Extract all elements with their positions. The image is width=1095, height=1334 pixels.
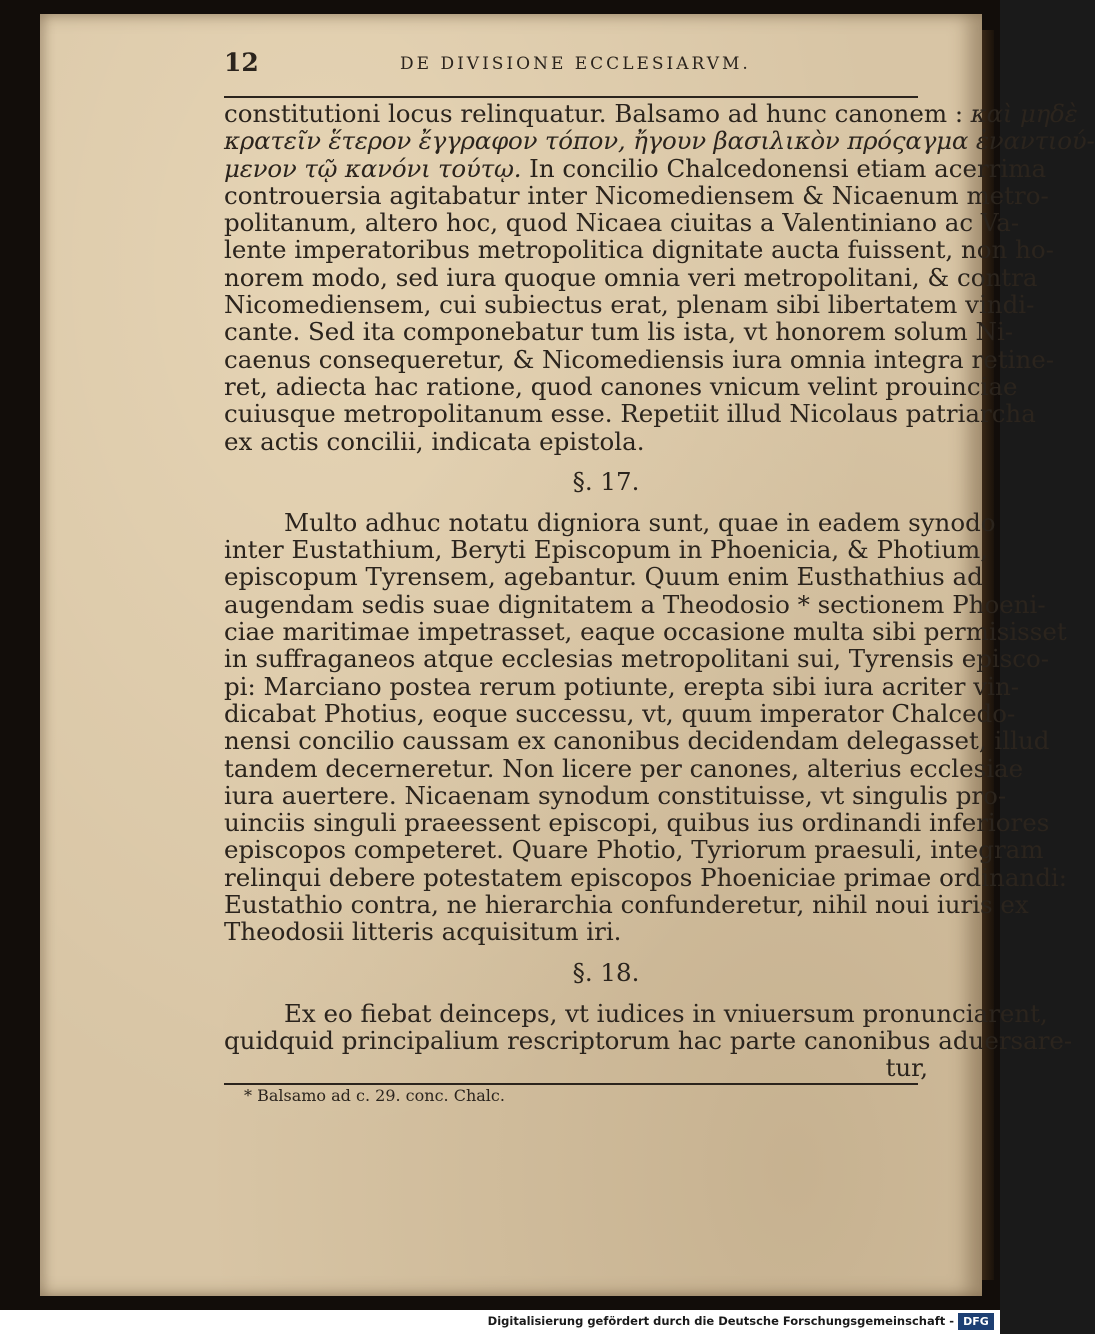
digitization-footer (0, 1310, 1000, 1334)
latin-text: lente imperatoribus metropolitica dignitate aucta fuissent, non ho- (224, 235, 1054, 265)
text-line (224, 589, 1046, 619)
text-line (224, 153, 1047, 183)
header-rule (224, 96, 918, 98)
text-line (224, 99, 1078, 128)
section-heading-18: §. 18. (572, 957, 640, 987)
text-line (224, 671, 1020, 701)
latin-text: Theodosii litteris acquisitum iri. (224, 917, 622, 947)
text-line (224, 1025, 1073, 1055)
latin-text: Nicomediensem, cui subiectus erat, plenam sibi libertatem vindi- (224, 290, 1035, 320)
paragraph-section-17 (224, 507, 1067, 947)
body-text (224, 99, 1095, 1083)
latin-text: augendam sedis suae dignitatem a Theodosio * sectionem Phoeni- (224, 589, 1046, 619)
latin-text: iura auertere. Nicaenam synodum constituisse, vt singulis pro- (224, 780, 1007, 810)
text-line (224, 399, 1036, 429)
text-line (224, 698, 1016, 728)
latin-text: quidquid principalium rescriptorum hac parte canonibus aduersare- (224, 1025, 1073, 1055)
greek-text: καὶ μηδὲ (963, 99, 1078, 128)
text-line (224, 862, 1067, 892)
latin-text: ciae maritimae impetrasset, eaque occasione multa sibi permisisset (224, 617, 1067, 647)
text-line (224, 644, 1050, 674)
greek-text: κρατεῖν ἕτερον ἔγγραφον τόπον, ἤγουν βασιλικὸν πρόςαγμα ἐναντιού- (224, 126, 1095, 156)
text-line (224, 535, 989, 565)
latin-text: cante. Sed ita componebatur tum lis ista, vt honorem solum Ni- (224, 317, 1014, 347)
latin-text: uinciis singuli praeessent episcopi, quibus ius ordinandi inferiores (224, 808, 1050, 838)
latin-text: constitutioni locus relinquatur. Balsamo ad hunc canonem : (224, 99, 964, 128)
latin-text: in suffraganeos atque ecclesias metropolitani sui, Tyrensis episco- (224, 644, 1050, 674)
text-line (224, 317, 1014, 347)
latin-text: inter Eustathium, Beryti Episcopum in Phoenicia, & Photium, (224, 535, 989, 565)
text-line (224, 617, 1067, 647)
latin-text: cuiusque metropolitanum esse. Repetiit illud Nicolaus patriarcha (224, 399, 1036, 429)
text-line (224, 890, 1029, 920)
section-heading-17: §. 17. (572, 466, 640, 496)
latin-text: politanum, altero hoc, quod Nicaea ciuitas a Valentiniano ac Va- (224, 208, 1020, 238)
text-line (224, 998, 1048, 1028)
latin-text: In concilio Chalcedonensi etiam acerrima (521, 153, 1047, 183)
text-line (224, 344, 1055, 374)
latin-text: caenus consequeretur, & Nicomediensis iura omnia integra retine- (224, 344, 1055, 374)
text-line (224, 562, 983, 592)
dfg-logo: DFG (958, 1313, 994, 1330)
text-line (224, 918, 928, 945)
text-line (224, 428, 928, 455)
running-title: DE DIVISIONE ECCLESIARVM. (400, 54, 751, 74)
page-number: 12 (224, 48, 259, 77)
text-line (224, 262, 1038, 292)
latin-text: controuersia agitabatur inter Nicomediensem & Nicaenum metro- (224, 180, 1049, 210)
latin-text: nensi concilio caussam ex canonibus decidendam delegasset, illud (224, 726, 1050, 756)
text-line (224, 290, 1035, 320)
text-line (224, 780, 1007, 810)
latin-text: episcopos competeret. Quare Photio, Tyriorum praesuli, integram (224, 835, 1044, 865)
latin-text: Eustathio contra, ne hierarchia confunderetur, nihil noui iuris ex (224, 890, 1029, 920)
text-line (224, 371, 1018, 401)
text-line (224, 235, 1054, 265)
latin-text: ex actis concilii, indicata epistola. (224, 426, 645, 456)
latin-text: Ex eo fiebat deinceps, vt iudices in vniuersum pronunciarent, (284, 998, 1048, 1028)
funding-notice: Digitalisierung gefördert durch die Deutsche Forschungsgemeinschaft - (487, 1314, 954, 1328)
latin-text: Multo adhuc notatu digniora sunt, quae in eadem synodo (284, 507, 996, 537)
latin-text: norem modo, sed iura quoque omnia veri metropolitani, & contra (224, 262, 1038, 292)
text-line (224, 507, 996, 537)
text-line (224, 835, 1044, 865)
text-line (224, 753, 1024, 783)
page-header (0, 48, 1000, 88)
latin-text: ret, adiecta hac ratione, quod canones vnicum velint prouinciae (224, 371, 1018, 401)
latin-text: relinqui debere potestatem episcopos Phoeniciae primae ordinandi: (224, 862, 1067, 892)
latin-text: dicabat Photius, eoque successu, vt, quum imperator Chalcedo- (224, 698, 1016, 728)
text-line (224, 180, 1049, 210)
latin-text: tandem decerneretur. Non licere per canones, alterius ecclesiae (224, 753, 1024, 783)
latin-text: pi: Marciano postea rerum potiunte, erepta sibi iura acriter vin- (224, 671, 1020, 701)
footnote: * Balsamo ad c. 29. conc. Chalc. (244, 1086, 505, 1105)
greek-text: μενον τῷ κανόνι τούτῳ. (224, 153, 522, 183)
paragraph-continuation (224, 99, 1095, 456)
text-line (224, 208, 1020, 238)
paragraph-section-18 (224, 998, 1073, 1055)
text-line (224, 726, 1050, 756)
catchword: tur, (885, 1053, 928, 1083)
text-line (224, 808, 1050, 838)
text-line (224, 126, 1095, 156)
latin-text: episcopum Tyrensem, agebantur. Quum enim Eusthathius ad (224, 562, 983, 592)
footnote-rule (224, 1083, 918, 1085)
